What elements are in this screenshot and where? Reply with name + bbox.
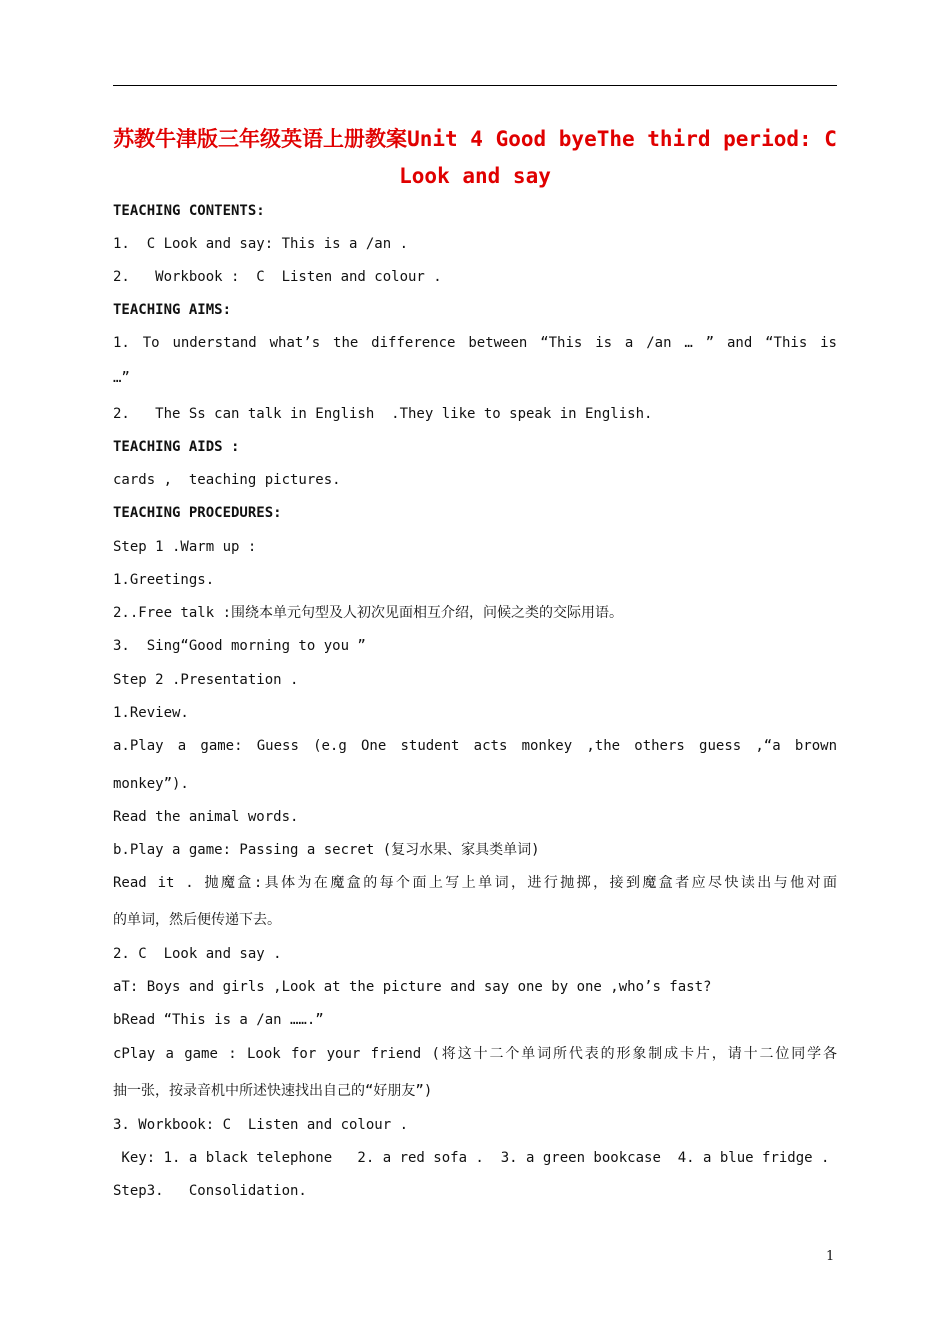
text-line: aT: Boys and girls ,Look at the picture and say one by one ,who’s fast?: [113, 979, 712, 995]
text-line: Read it . 抛魔盒:具体为在魔盒的每个面上写上单词，进行抛掷，接到魔盒者应尽快读出与他对面: [113, 875, 837, 891]
heading-teaching-contents: TEACHING CONTENTS:: [113, 203, 265, 219]
text-line: 1.Review.: [113, 705, 189, 721]
text-line: …”: [113, 370, 130, 386]
text-line: 1.Greetings.: [113, 572, 215, 588]
document-title: [113, 120, 837, 195]
heading-teaching-procedures: TEACHING PROCEDURES:: [113, 505, 282, 521]
text-line: Read the animal words.: [113, 809, 299, 825]
text-line: bRead “This is a /an …….”: [113, 1012, 324, 1028]
text-line: monkey”).: [113, 776, 189, 792]
text-line: Step3. Consolidation.: [113, 1183, 307, 1199]
heading-teaching-aids: TEACHING AIDS :: [113, 439, 240, 455]
text-line: Key: 1. a black telephone 2. a red sofa . 3. a green bookcase 4. a blue fridge .: [113, 1150, 830, 1166]
text-line: 2. Workbook : C Listen and colour .: [113, 269, 442, 285]
title-line-1: [113, 120, 837, 158]
header-rule: [113, 85, 837, 86]
text-line: 1. To understand what’s the difference between “This is a /an … ” and “This is: [113, 335, 837, 351]
text-line: 3. Workbook: C Listen and colour .: [113, 1117, 409, 1133]
text-line: 2. The Ss can talk in English .They like to speak in English.: [113, 406, 653, 422]
text-line: cards , teaching pictures.: [113, 472, 341, 488]
text-line: 3. Sing“Good morning to you ”: [113, 638, 366, 654]
text-line: 1. C Look and say: This is a /an .: [113, 236, 409, 252]
text-line: 2. C Look and say .: [113, 946, 282, 962]
page-number: 1: [826, 1249, 835, 1264]
text-line: 的单词，然后便传递下去。: [113, 912, 281, 928]
title-cn: 苏教牛津版三年级英语上册教案: [113, 126, 408, 151]
text-line: a.Play a game: Guess (e.g One student acts monkey ,the others guess ,“a brown: [113, 738, 837, 754]
text-line: cPlay a game : Look for your friend (将这十二个单词所代表的形象制成卡片，请十二位同学各: [113, 1046, 837, 1062]
text-line: b.Play a game: Passing a secret (复习水果、家具类单词): [113, 842, 540, 858]
heading-teaching-aims: TEACHING AIMS:: [113, 302, 232, 318]
text-line: Step 1 .Warm up :: [113, 539, 257, 555]
text-line: 2..Free talk :围绕本单元句型及人初次见面相互介绍，问候之类的交际用语。: [113, 605, 624, 621]
text-line: Step 2 .Presentation .: [113, 672, 299, 688]
title-line-2: Look and say: [399, 164, 551, 188]
title-en: Unit 4 Good byeThe third period: C: [407, 127, 837, 151]
text-line: 抽一张，按录音机中所述快速找出自己的“好朋友”): [113, 1083, 433, 1099]
